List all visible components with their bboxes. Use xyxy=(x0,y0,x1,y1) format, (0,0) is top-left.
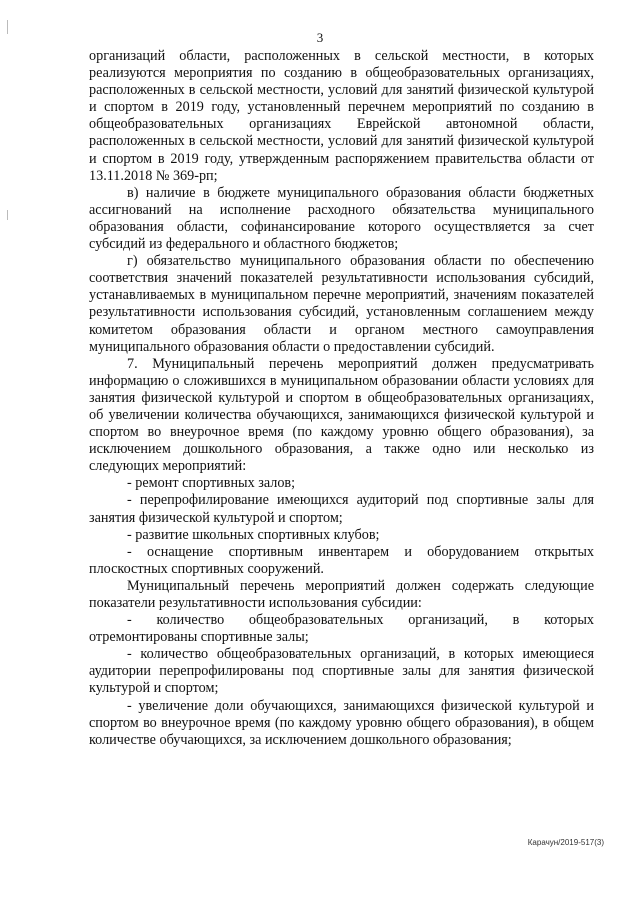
paragraph-continuation: организаций области, расположенных в сельской местности, в которых реализуются мероприятия по созданию в общеобразовательных организациях, расположенных в сельской местности, условий для занятий физической культурой и спортом в 2019 году, установленный перечнем мероприятий по созданию в общеобразовательных организациях Еврейской автономной области, расположенных в сельской местности, условий для занятий физической культурой и спортом в 2019 году, утвержденным распоряжением правительства области от 13.11.2018 № 369-рп; xyxy=(89,48,594,184)
margin-scan-mark xyxy=(7,210,8,220)
list-item: - перепрофилирование имеющихся аудиторий под спортивные залы для занятия физической культурой и спортом; xyxy=(89,492,594,526)
page-number: 3 xyxy=(316,30,324,45)
document-body xyxy=(89,48,594,749)
footer-document-code: Карачун/2019-517(3) xyxy=(527,838,604,847)
list-item: - развитие школьных спортивных клубов; xyxy=(127,526,380,543)
list-item: - ремонт спортивных залов; xyxy=(127,475,296,492)
paragraph-item-v: в) наличие в бюджете муниципального образования области бюджетных ассигнований на исполнение расходного обязательства муниципального образования области, софинансирование которого осуществляется за счет субсидий из федерального и областного бюджетов; xyxy=(89,184,594,253)
list-item: - увеличение доли обучающихся, занимающихся физической культурой и спортом во внеурочное время (по каждому уровню общего образования), в общем количестве обучающихся, за исключением дошкольного образования; xyxy=(89,697,594,748)
paragraph-indicators: Муниципальный перечень мероприятий должен содержать следующие показатели результативности использования субсидии: xyxy=(89,577,594,611)
list-item: - оснащение спортивным инвентарем и оборудованием открытых плоскостных спортивных сооружений. xyxy=(89,543,594,577)
paragraph-item-g: г) обязательство муниципального образования области по обеспечению соответствия значений показателей результативности использования субсидий, устанавливаемых в муниципальном перечне мероприятий, значениям показателей результативности использования субсидий, установленным соглашением между комитетом образования области и органом местного самоуправления муниципального образования области о предоставлении субсидий. xyxy=(89,253,594,355)
list-item: - количество общеобразовательных организаций, в которых отремонтированы спортивные залы; xyxy=(89,612,594,646)
paragraph-section-7: 7. Муниципальный перечень мероприятий должен предусматривать информацию о сложившихся в муниципальном образовании области условиях для занятия физической культурой и спортом в общеобразовательных организациях, об увеличении количества обучающихся, занимающихся физической культурой и спортом во внеурочное время (по каждому уровню общего образования), за исключением дошкольного образования, а также одно или несколько из следующих мероприятий: xyxy=(89,355,594,475)
list-item: - количество общеобразовательных организаций, в которых имеющиеся аудитории перепрофилированы под спортивные залы для занятия физической культурой и спортом; xyxy=(89,646,594,697)
